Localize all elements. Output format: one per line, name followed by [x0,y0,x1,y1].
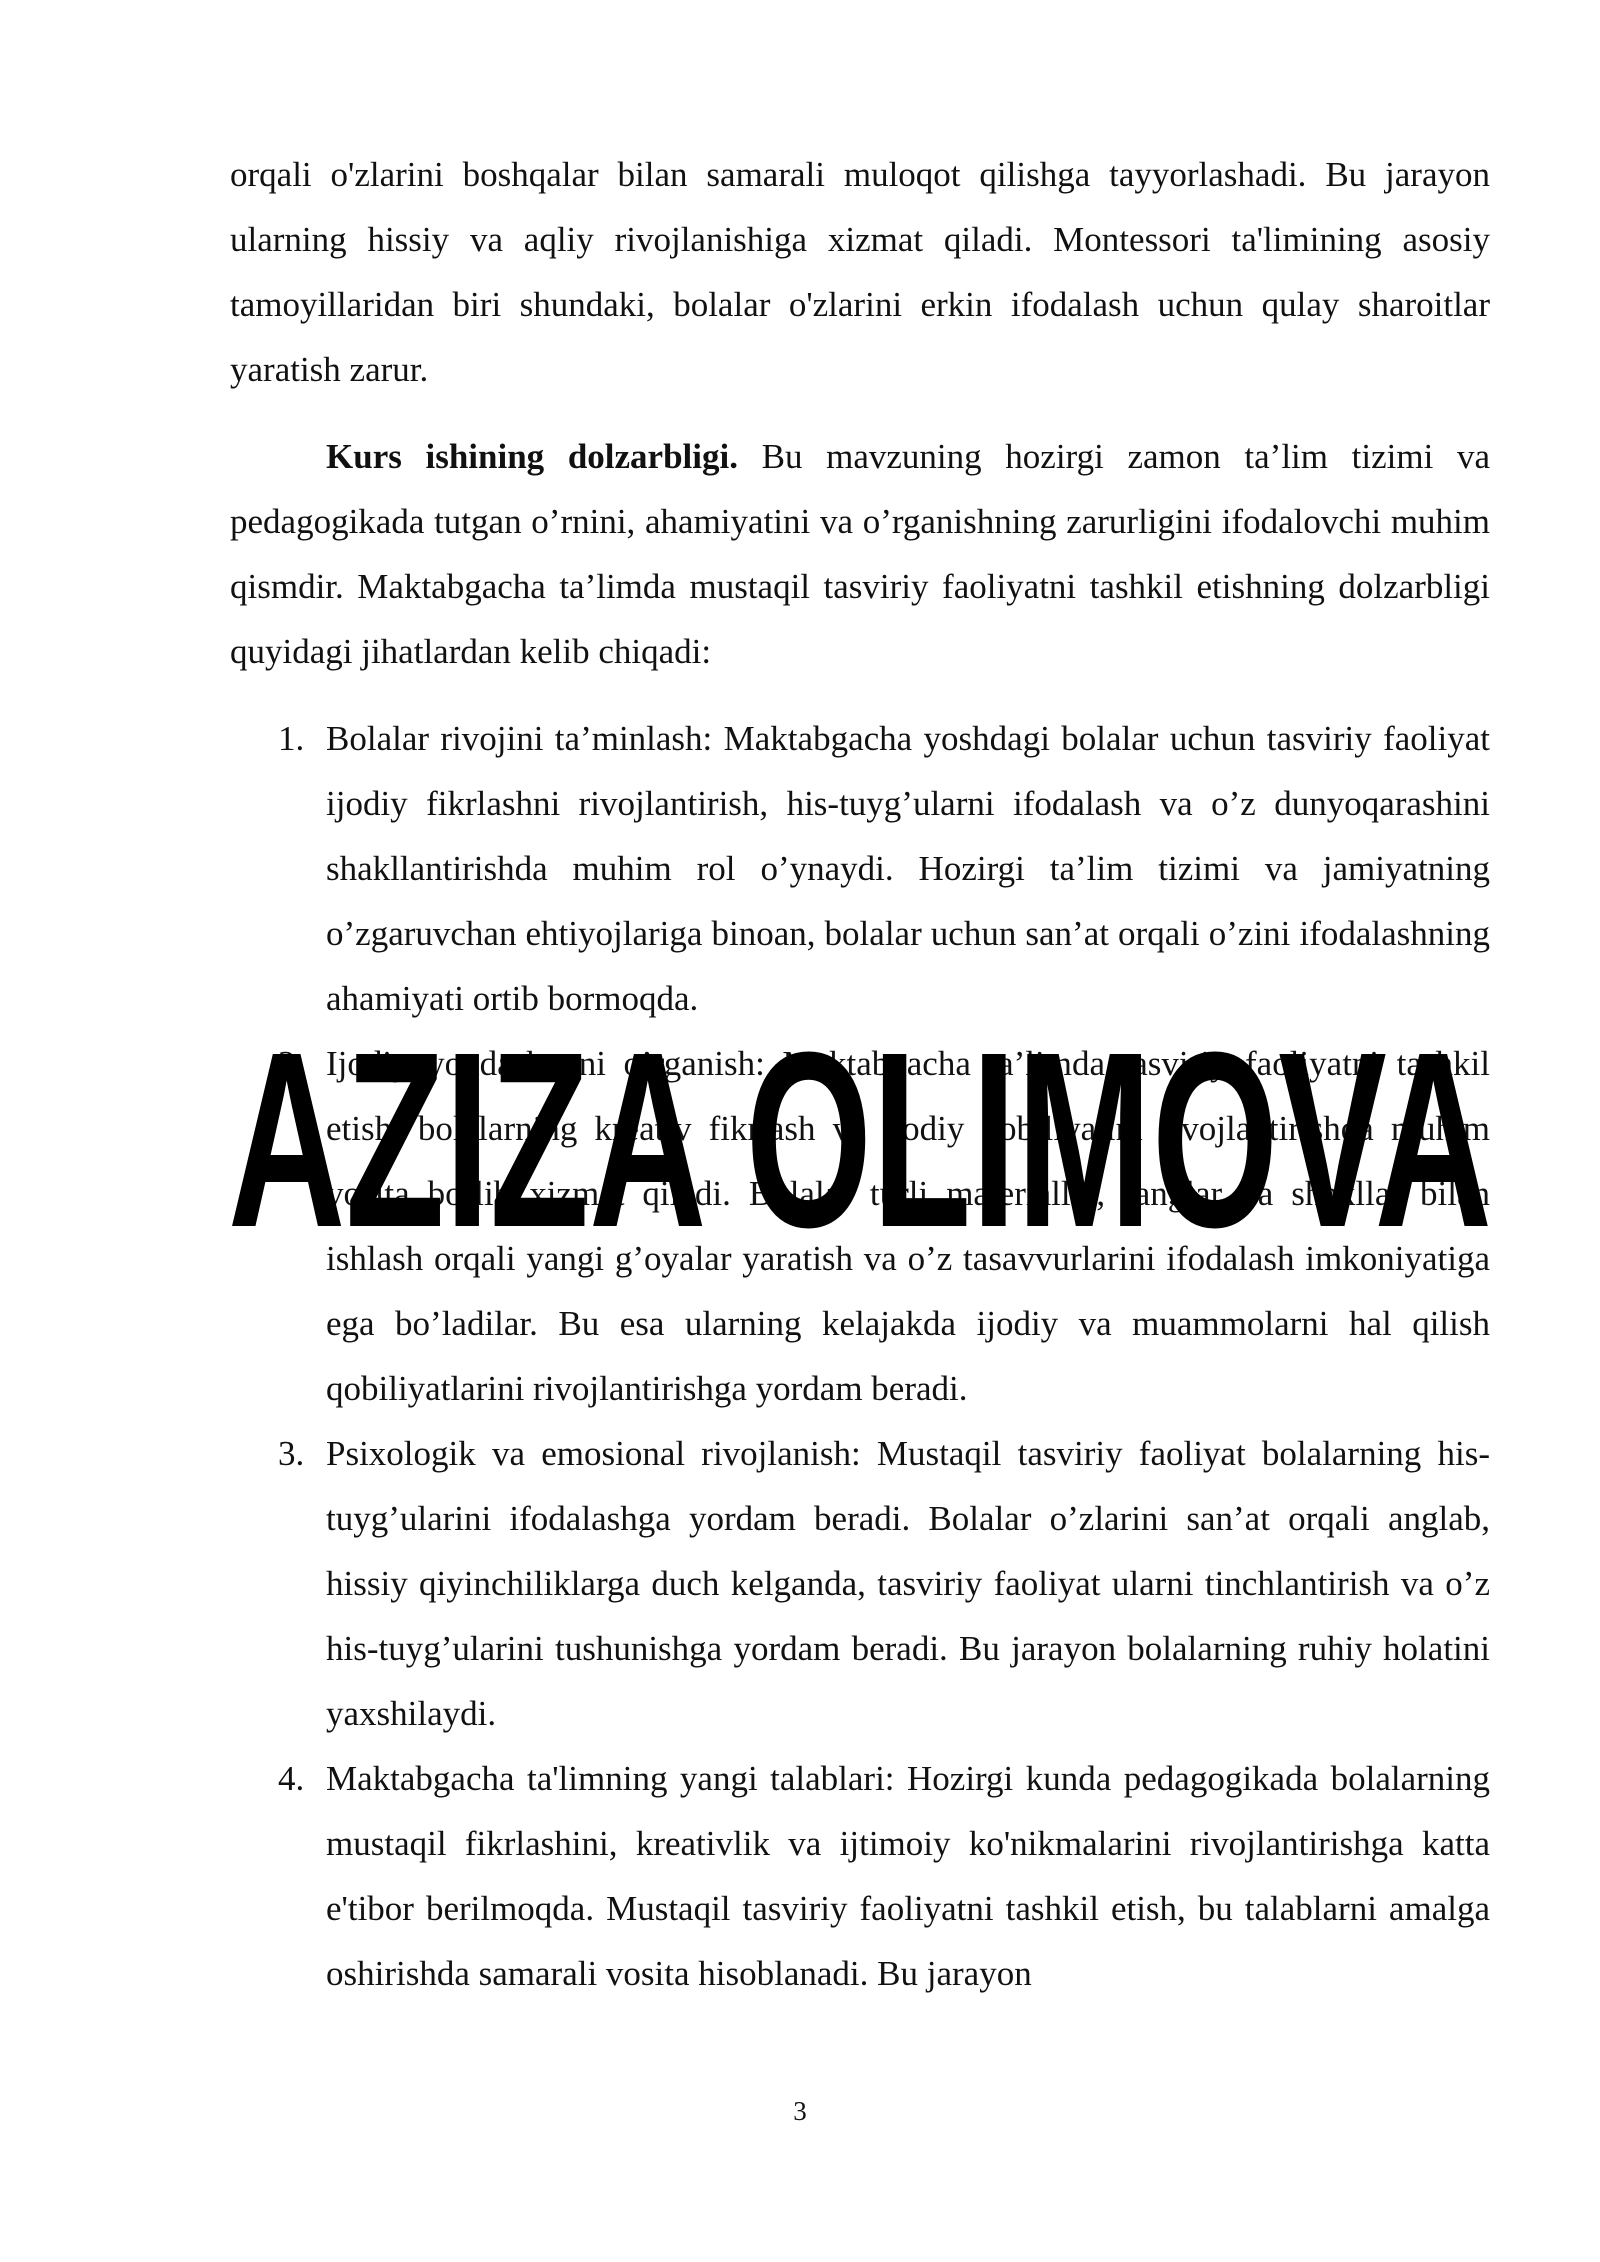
list-item [230,706,1490,1031]
list-item [230,1746,1490,2006]
list-item-text: Psixologik va emosional rivojlanish: Mustaqil tasviriy faoliyat bolalarning his-tuyg’ularini ifodalashga yordam beradi. Bolalar o’zlarini san’at orqali anglab, hissiy qiyinchiliklarga duch kelganda, tasviriy faoliyat ularni tinchlantirish va o’z his-tuyg’ularini tushunishga yordam beradi. Bu jarayon bolalarning ruhiy holatini yaxshilaydi. [326,1434,1490,1733]
list-item-number: 2. [278,1044,305,1083]
list-item-text: Bolalar rivojini ta’minlash: Maktabgacha yoshdagi bolalar uchun tasviriy faoliyat ijodiy fikrlashni rivojlantirish, his-tuyg’ularni ifodalash va o’z dunyoqarashini shakllantirishda muhim rol o’ynaydi. Hozirgi ta’lim tizimi va jamiyatning o’zgaruvchan ehtiyojlariga binoan, bolalar uchun san’at orqali o’zini ifodalashning ahamiyati ortib bormoqda. [326,719,1490,1018]
list-item-text: Ijodiy yondashuvni o’rganish: Maktabgacha ta’limda tasviriy faoliyatni tashkil etish, bolalarning kreativ fikrlash va ijodiy qobiliyatini rivojlantirishda muhim vosita bo’lib xizmat qiladi. Bolalar turli materiallar, ranglar va shakllar bilan ishlash orqali yangi g’oyalar yaratish va o’z tasavvurlarini ifodalash imkoniyatiga ega bo’ladilar. Bu esa ularning kelajakda ijodiy va muammolarni hal qilish qobiliyatlarini rivojlantirishga yordam beradi. [326,1044,1490,1408]
intro-paragraph: orqali o'zlarini boshqalar bilan samarali muloqot qilishga tayyorlashadi. Bu jarayon ularning hissiy va aqliy rivojlanishiga xizmat qiladi. Montessori ta'limining asosiy tamoyillaridan biri shundaki, bolalar o'zlarini erkin ifodalash uchun qulay sharoitlar yaratish zarur. [230,155,1490,389]
list-item-number: 1. [278,719,305,758]
list-item-text: Maktabgacha ta'limning yangi talablari: Hozirgi kunda pedagogikada bolalarning mustaqil fikrlashini, kreativlik va ijtimoiy ko'nikmalarini rivojlantirishga katta e'tibor berilmoqda. Mustaqil tasviriy faoliyatni tashkil etish, bu talablarni amalga oshirishda samarali vosita hisoblanadi. Bu jarayon [326,1759,1490,1993]
watermark-text: AZIZA OLIMOVA [228,1000,1492,1279]
list-item-number: 3. [278,1434,305,1473]
section-text: Bu mavzuning hozirgi zamon ta’lim tizimi va pedagogikada tutgan o’rnini, ahamiyatini va o’rganishning zarurligini ifodalovchi muhim qismdir. Maktabgacha ta’limda mustaqil tasviriy faoliyatni tashkil etishning dolzarbligi quyidagi jihatlardan kelib chiqadi: [230,437,1490,671]
section-heading: Kurs ishining dolzarbligi. [326,437,738,476]
list-item-number: 4. [278,1759,305,1798]
relevance-paragraph [230,424,1490,684]
page-number: 3 [793,2096,807,2126]
list-item [230,1031,1490,1421]
list-item [230,1421,1490,1746]
page-content [230,142,1490,2006]
numbered-list [230,706,1490,2006]
